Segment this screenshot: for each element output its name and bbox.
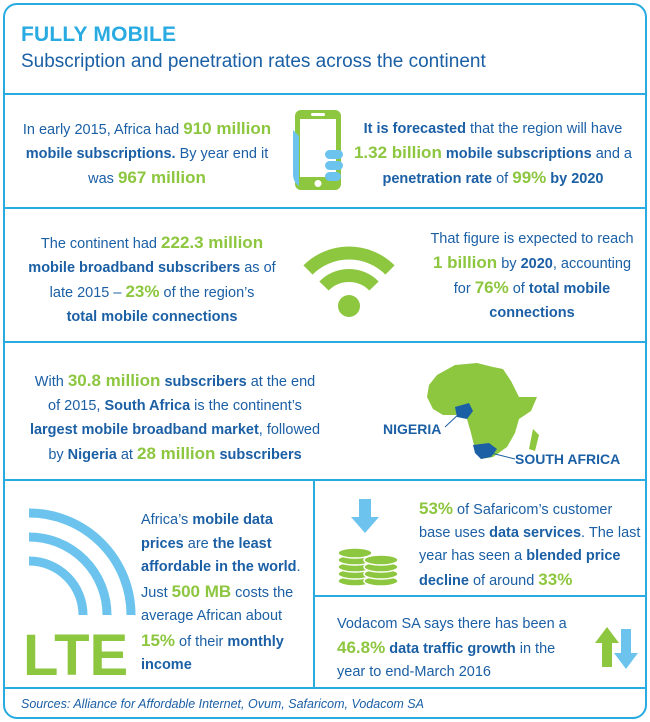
text: at bbox=[116, 447, 137, 463]
lte-text: LTE bbox=[23, 623, 129, 688]
text: costs the average African about bbox=[141, 584, 294, 624]
panel-mobile-subscriptions bbox=[5, 93, 645, 207]
panel1-right-text bbox=[343, 117, 643, 191]
panel1-left-text bbox=[13, 117, 281, 191]
stat-15pct: 15% bbox=[141, 630, 176, 650]
sources-text: Sources: Alliance for Affordable Internet, Ovum, Safaricom, Vodacom SA bbox=[21, 697, 424, 711]
text: the least affordable in the world bbox=[141, 535, 297, 575]
stat-222m: 222.3 million bbox=[161, 233, 264, 252]
panel2-left-text bbox=[21, 231, 283, 329]
text: that the region will have bbox=[465, 121, 623, 137]
stat-500mb: 500 MB bbox=[171, 581, 232, 601]
text: mobile broadband subscribers bbox=[28, 260, 241, 276]
label-south-africa: SOUTH AFRICA bbox=[515, 451, 621, 467]
panel2-right-text bbox=[425, 227, 639, 325]
header bbox=[5, 5, 645, 93]
text: and a bbox=[591, 146, 633, 162]
text: penetration rate bbox=[382, 171, 493, 187]
text: are bbox=[183, 535, 213, 552]
page-title: FULLY MOBILE bbox=[21, 23, 177, 46]
page-subtitle: Subscription and penetration rates across the continent bbox=[21, 51, 486, 72]
text: of Safaricom’s customer base uses bbox=[419, 502, 613, 541]
infographic-frame bbox=[3, 3, 647, 719]
text: That figure is expected to reach bbox=[430, 231, 634, 247]
text: . Just bbox=[141, 559, 301, 601]
text: mobile subscriptions. bbox=[25, 146, 176, 162]
text: total mobile connections bbox=[66, 309, 238, 325]
stat-28m: 28 million bbox=[137, 444, 216, 463]
panel-broadband-markets bbox=[5, 341, 645, 479]
text: 2020 bbox=[520, 256, 553, 272]
text: Africa’s bbox=[141, 512, 193, 528]
text: of their bbox=[175, 633, 228, 650]
stat-76pct: 76% bbox=[474, 278, 509, 297]
text: subscribers bbox=[160, 374, 247, 390]
panel-vodacom bbox=[315, 595, 647, 687]
text: mobile data prices bbox=[141, 512, 273, 552]
panel6-text bbox=[337, 613, 585, 684]
footer bbox=[5, 687, 645, 719]
text: by bbox=[497, 256, 521, 272]
panel-mobile-broadband bbox=[5, 207, 645, 341]
text: subscribers bbox=[215, 447, 302, 463]
text: monthly income bbox=[141, 633, 284, 673]
africa-map-icon bbox=[415, 357, 555, 463]
text: data services bbox=[489, 525, 582, 541]
label-nigeria: NIGERIA bbox=[383, 421, 442, 437]
text: of the region’s bbox=[159, 285, 255, 301]
text: , followed by bbox=[48, 422, 321, 463]
text: In early 2015, Africa had bbox=[22, 122, 184, 138]
stat-1b: 1 billion bbox=[432, 253, 498, 272]
text: blended price decline bbox=[419, 548, 621, 589]
panel-safaricom bbox=[315, 479, 647, 595]
text: By year end it was bbox=[88, 146, 269, 187]
text: The continent had bbox=[40, 236, 162, 252]
text: total mobile connections bbox=[489, 281, 611, 321]
stat-1-32b: 1.32 billion bbox=[353, 143, 442, 162]
text: in the year to end-March 2016 bbox=[337, 641, 556, 680]
stat-910m: 910 million bbox=[183, 119, 272, 138]
panel-data-prices bbox=[5, 479, 315, 687]
text: of bbox=[508, 281, 529, 297]
stat-46-8pct: 46.8% bbox=[337, 638, 386, 657]
text: data traffic growth bbox=[385, 641, 516, 657]
text: mobile subscriptions bbox=[441, 146, 592, 162]
text: of bbox=[492, 171, 513, 187]
text: Vodacom SA says there has been a bbox=[337, 616, 567, 632]
panel5-text bbox=[419, 497, 643, 593]
text: largest mobile broadband market bbox=[29, 422, 259, 438]
stat-23pct: 23% bbox=[125, 282, 160, 301]
text: With bbox=[34, 374, 68, 390]
coins-down-arrow-icon bbox=[335, 495, 399, 587]
stat-33pct: 33% bbox=[538, 570, 573, 589]
text: . The last year has seen a bbox=[419, 525, 641, 564]
text: by 2020 bbox=[546, 171, 604, 187]
stat-99pct: 99% bbox=[512, 168, 547, 187]
text: Nigeria bbox=[67, 447, 117, 463]
up-down-arrows-icon bbox=[593, 627, 641, 669]
smartphone-in-hand-icon bbox=[289, 108, 349, 192]
stat-53pct: 53% bbox=[419, 499, 454, 518]
text: is the continent’s bbox=[190, 398, 302, 414]
text: , accounting for bbox=[453, 256, 632, 297]
text: South Africa bbox=[104, 398, 191, 414]
text: of around bbox=[468, 573, 539, 589]
panel3-text bbox=[27, 369, 323, 467]
text: at the end of 2015, bbox=[48, 374, 316, 414]
stat-30-8m: 30.8 million bbox=[67, 371, 161, 390]
wifi-icon bbox=[301, 231, 397, 317]
panel4-text bbox=[141, 509, 311, 678]
stat-967m: 967 million bbox=[117, 168, 206, 187]
text: as of late 2015 – bbox=[49, 260, 276, 301]
text: It is forecasted bbox=[363, 121, 466, 137]
